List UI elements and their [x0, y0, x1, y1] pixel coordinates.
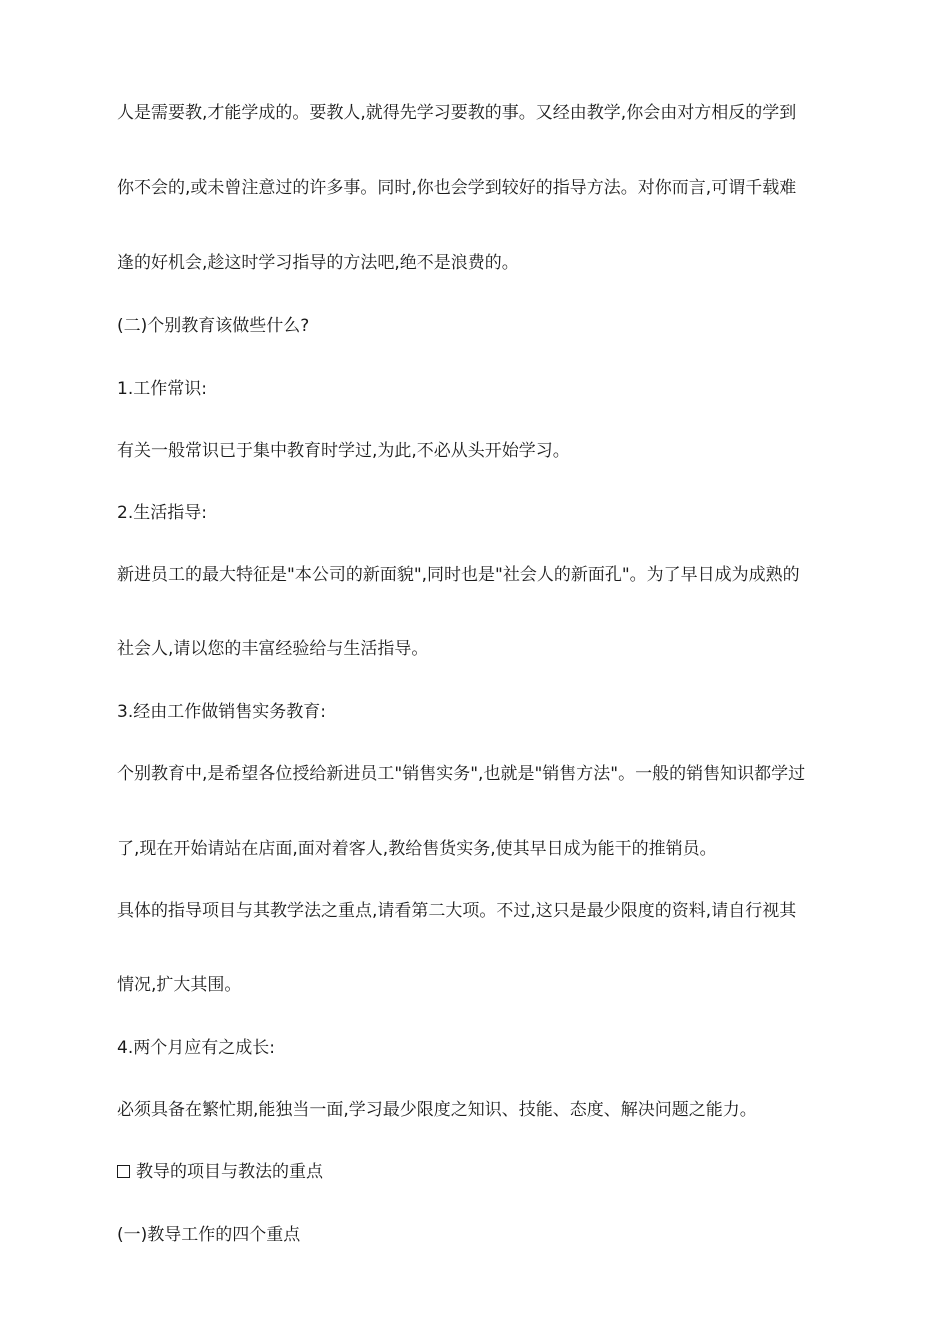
paragraph-line: 社会人,请以您的丰富经验给与生活指导。 [117, 639, 429, 659]
paragraph-line: 新进员工的最大特征是"本公司的新面貌",同时也是"社会人的新面孔"。为了早日成为成熟的 [117, 565, 800, 585]
subsection-heading: 1.工作常识: [117, 379, 207, 399]
checkbox-square-icon [117, 1165, 130, 1178]
paragraph-line: 具体的指导项目与其教学法之重点,请看第二大项。不过,这只是最少限度的资料,请自行视其 [117, 901, 797, 921]
paragraph-line: 必须具备在繁忙期,能独当一面,学习最少限度之知识、技能、态度、解决问题之能力。 [117, 1100, 757, 1120]
paragraph-line: 有关一般常识已于集中教育时学过,为此,不必从头开始学习。 [117, 441, 570, 461]
paragraph-line: 个别教育中,是希望各位授给新进员工"销售实务",也就是"销售方法"。一般的销售知识都学过 [117, 764, 806, 784]
paragraph-line: 逢的好机会,趁这时学习指导的方法吧,绝不是浪费的。 [117, 253, 519, 273]
section-heading: (一)教导工作的四个重点 [117, 1225, 301, 1245]
subsection-heading: 2.生活指导: [117, 503, 207, 523]
subsection-heading: 3.经由工作做销售实务教育: [117, 702, 326, 722]
subsection-heading: 4.两个月应有之成长: [117, 1038, 275, 1058]
checkbox-heading [117, 1161, 323, 1183]
checkbox-heading-label: 教导的项目与教法的重点 [136, 1162, 323, 1182]
paragraph-line: 了,现在开始请站在店面,面对着客人,教给售货实务,使其早日成为能干的推销员。 [117, 839, 717, 859]
paragraph-line: 情况,扩大其围。 [117, 975, 242, 995]
section-heading: (二)个别教育该做些什么? [117, 316, 310, 336]
paragraph-line: 你不会的,或未曾注意过的许多事。同时,你也会学到较好的指导方法。对你而言,可谓千载难 [117, 178, 797, 198]
paragraph-line: 人是需要教,才能学成的。要教人,就得先学习要教的事。又经由教学,你会由对方相反的学到 [117, 103, 797, 123]
